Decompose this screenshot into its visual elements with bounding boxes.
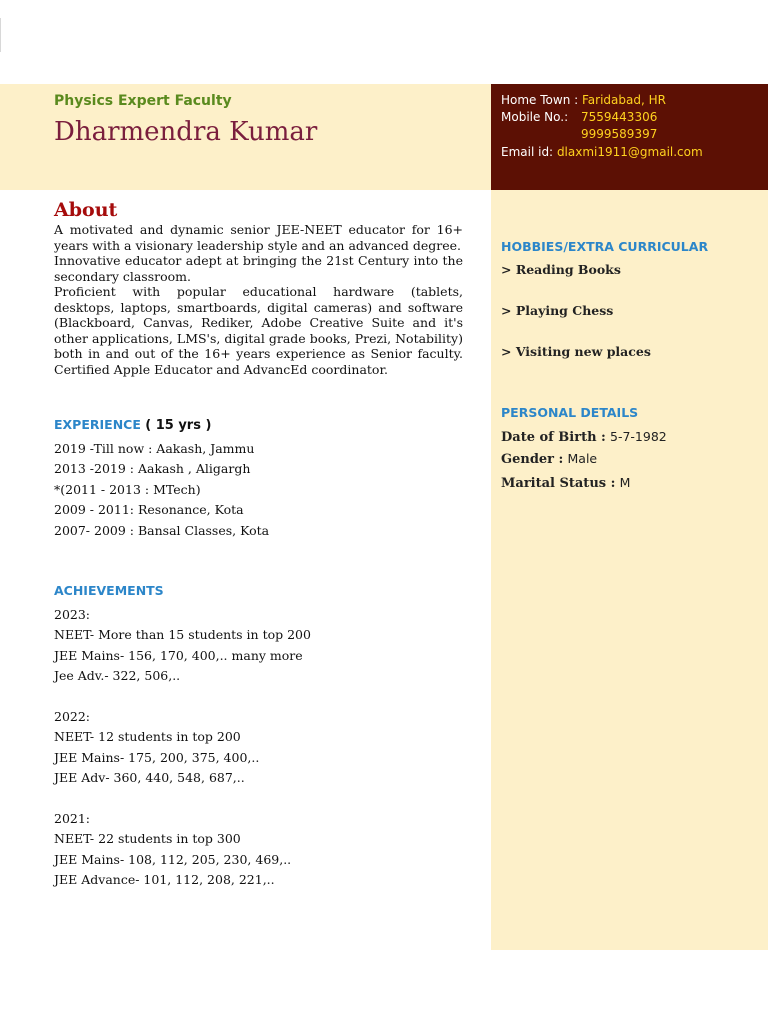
marital-value: M: [619, 475, 631, 490]
experience-heading: [54, 417, 211, 433]
about-paragraph: A motivated and dynamic senior JEE-NEET educator for 16+ years with a visionary leadership style and an advanced degree.: [54, 222, 463, 253]
achievement-line: JEE Mains- 108, 112, 205, 230, 469,..: [54, 852, 292, 867]
gender-value: Male: [567, 451, 598, 466]
dob-label: Date of Birth :: [501, 430, 606, 445]
mobile-label: Mobile No.:: [501, 110, 569, 124]
gender: [501, 451, 597, 467]
experience-item: *(2011 - 2013 : MTech): [54, 482, 201, 497]
marital-label: Marital Status :: [501, 476, 616, 491]
hobbies-heading: HOBBIES/EXTRA CURRICULAR: [501, 239, 709, 254]
edge-mark: [0, 18, 1, 52]
dob-value: 5-7-1982: [610, 429, 667, 444]
date-of-birth: [501, 429, 667, 445]
mobile-number-2: 9999589397: [581, 127, 658, 141]
candidate-name: Dharmendra Kumar: [54, 117, 318, 147]
achievement-line: NEET- 22 students in top 300: [54, 831, 241, 846]
experience-item: 2007- 2009 : Bansal Classes, Kota: [54, 523, 270, 538]
achievement-year: 2023:: [54, 607, 91, 622]
achievement-year: 2021:: [54, 811, 91, 826]
gender-label: Gender :: [501, 452, 564, 467]
job-title: Physics Expert Faculty: [54, 93, 232, 109]
hobby-item: > Playing Chess: [501, 303, 614, 318]
home-town-label: Home Town :: [501, 93, 579, 107]
achievement-line: JEE Mains- 156, 170, 400,.. many more: [54, 648, 303, 663]
mobile: [501, 110, 658, 124]
achievement-line: NEET- 12 students in top 200: [54, 729, 241, 744]
email: [501, 145, 703, 159]
about-paragraph: Proficient with popular educational hardware (tablets, desktops, laptops, smartboards, digital cameras) and software (Blackboard, Canvas, Rediker, Adobe Creative Suite and it's other applications, LMS's, digital grade books, Prezi, Notability) both in and out of the 16+ years experience as Senior faculty. Certified Apple Educator and AdvancEd coordinator.: [54, 284, 463, 377]
email-value[interactable]: dlaxmi1911@gmail.com: [556, 145, 703, 159]
about-heading: About: [54, 199, 118, 221]
marital-status: [501, 475, 630, 491]
achievement-line: JEE Advance- 101, 112, 208, 221,..: [54, 872, 275, 887]
achievement-line: JEE Adv- 360, 440, 548, 687,..: [54, 770, 245, 785]
achievement-line: JEE Mains- 175, 200, 375, 400,..: [54, 750, 260, 765]
hobby-item: > Visiting new places: [501, 344, 651, 359]
achievements-heading: ACHIEVEMENTS: [54, 583, 164, 598]
achievement-line: NEET- More than 15 students in top 200: [54, 627, 311, 642]
email-label: Email id:: [501, 145, 554, 159]
experience-item: 2009 - 2011: Resonance, Kota: [54, 502, 244, 517]
experience-years: ( 15 yrs ): [145, 418, 212, 433]
mobile-2: [581, 127, 657, 141]
experience-item: 2019 -Till now : Aakash, Jammu: [54, 441, 255, 456]
experience-item: 2013 -2019 : Aakash , Aligargh: [54, 461, 251, 476]
experience-title: EXPERIENCE: [54, 417, 141, 432]
mobile-number-1: 7559443306: [581, 110, 658, 124]
achievement-year: 2022:: [54, 709, 91, 724]
personal-details-heading: PERSONAL DETAILS: [501, 405, 639, 420]
about-paragraph: Innovative educator adept at bringing the 21st Century into the secondary classroom.: [54, 253, 463, 284]
achievement-line: Jee Adv.- 322, 506,..: [54, 668, 181, 683]
home-town-value: Faridabad, HR: [582, 93, 666, 107]
hobby-item: > Reading Books: [501, 262, 621, 277]
home-town: [501, 93, 666, 107]
